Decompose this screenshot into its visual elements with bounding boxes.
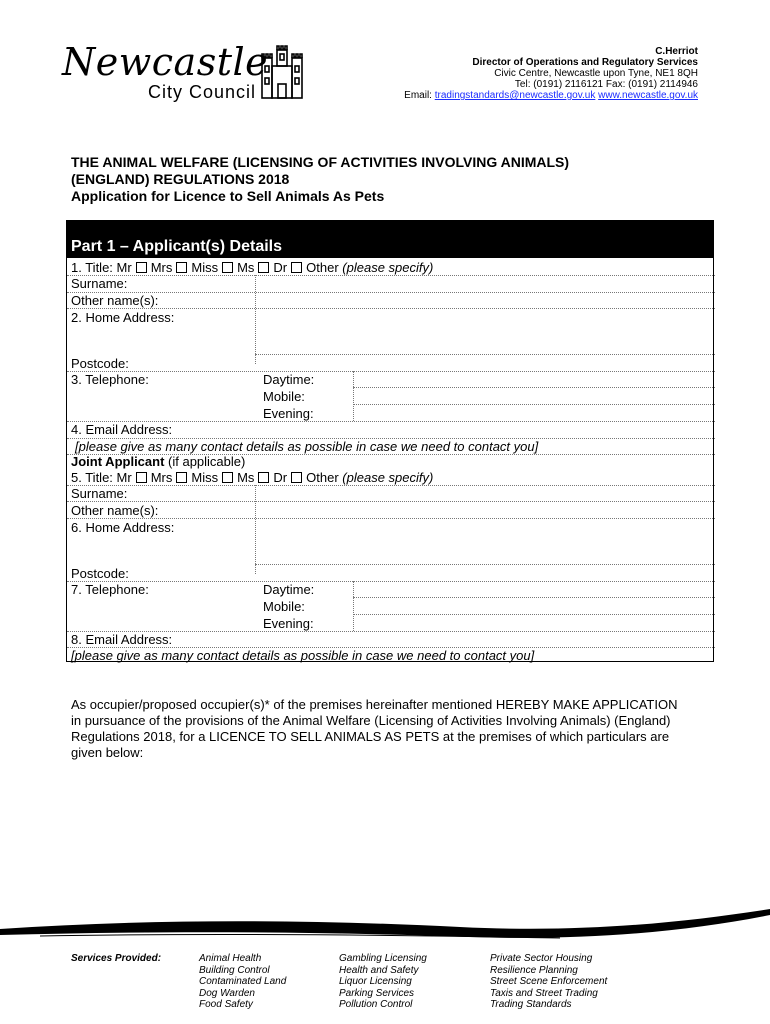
option-miss: Miss	[191, 470, 219, 485]
row-divider	[67, 308, 715, 309]
checkbox-miss[interactable]	[222, 472, 233, 483]
row-divider	[67, 501, 715, 502]
service-item: Trading Standards	[490, 999, 572, 1010]
row-divider	[67, 518, 715, 519]
row-divider	[67, 485, 715, 486]
checkbox-mr[interactable]	[136, 262, 147, 273]
service-item: Pollution Control	[339, 999, 413, 1010]
joint-applicant-label: Joint Applicant	[71, 454, 165, 469]
column-divider	[353, 581, 354, 631]
joint-applicant-heading	[71, 454, 245, 469]
checkbox-ms[interactable]	[258, 472, 269, 483]
title-label: 1. Title: Mr	[71, 260, 132, 275]
services-label: Services Provided:	[71, 953, 162, 964]
row-divider	[255, 354, 715, 355]
services-column-1	[199, 953, 286, 1011]
contact-phone: Tel: (0191) 2116121 Fax: (0191) 2114946	[514, 79, 698, 90]
service-item: Gambling Licensing	[339, 953, 427, 964]
logo-wordmark: Newcastle	[62, 40, 269, 84]
row-divider	[255, 564, 715, 565]
email-label: 8. Email Address:	[71, 632, 173, 647]
services-column-2	[339, 953, 427, 1011]
heading-line-2: (ENGLAND) REGULATIONS 2018	[71, 171, 290, 187]
option-mrs: Mrs	[150, 260, 173, 275]
contact-note: [please give as many contact details as possible in case we need to contact you]	[71, 648, 535, 663]
service-item: Liquor Licensing	[339, 976, 412, 987]
home-address-label: 6. Home Address:	[71, 520, 175, 535]
evening-label: Evening:	[263, 616, 314, 631]
checkbox-mr[interactable]	[136, 472, 147, 483]
daytime-label: Daytime:	[263, 372, 315, 387]
column-divider	[353, 371, 354, 421]
row-divider	[353, 597, 715, 598]
logo-subtitle: City Council	[148, 82, 257, 102]
surname-label: Surname:	[71, 486, 128, 501]
please-specify-note: (please specify)	[342, 260, 434, 275]
service-item: Dog Warden	[199, 987, 255, 999]
part1-title: Part 1 – Applicant(s) Details	[67, 221, 713, 258]
service-item: Parking Services	[339, 987, 415, 999]
column-divider	[255, 275, 256, 364]
option-ms: Ms	[237, 470, 255, 485]
other-names-label: Other name(s):	[71, 293, 159, 308]
option-other: Other	[306, 260, 339, 275]
row-divider	[353, 614, 715, 615]
checkbox-dr[interactable]	[291, 262, 302, 273]
email-label: 4. Email Address:	[71, 422, 173, 437]
castle-icon	[258, 44, 306, 100]
checkbox-mrs[interactable]	[176, 262, 187, 273]
title-row-1	[71, 260, 433, 275]
row-divider	[353, 404, 715, 405]
checkbox-mrs[interactable]	[176, 472, 187, 483]
checkbox-dr[interactable]	[291, 472, 302, 483]
service-item: Taxis and Street Trading	[490, 987, 598, 999]
mobile-label: Mobile:	[263, 599, 305, 614]
service-item: Street Scene Enforcement	[490, 976, 608, 987]
row-divider	[67, 292, 715, 293]
telephone-label: 7. Telephone:	[71, 582, 149, 597]
service-item: Animal Health	[199, 953, 262, 964]
services-column-3	[490, 953, 607, 1011]
daytime-label: Daytime:	[263, 582, 315, 597]
option-ms: Ms	[237, 260, 255, 275]
email-link[interactable]: tradingstandards@newcastle.gov.uk	[434, 90, 596, 101]
please-specify-note: (please specify)	[342, 470, 434, 485]
row-divider	[67, 581, 715, 582]
heading-line-1: THE ANIMAL WELFARE (LICENSING OF ACTIVITIES INVOLVING ANIMALS)	[71, 154, 570, 170]
row-divider	[353, 387, 715, 388]
service-item: Food Safety	[199, 999, 253, 1010]
email-prefix: Email:	[404, 90, 432, 101]
contact-address: Civic Centre, Newcastle upon Tyne, NE1 8QH	[494, 68, 698, 79]
postcode-label: Postcode:	[71, 356, 129, 371]
applicant-details-form	[66, 220, 714, 662]
mobile-label: Mobile:	[263, 389, 305, 404]
contact-email-line	[404, 90, 698, 101]
option-other: Other	[306, 470, 339, 485]
joint-applicant-note: (if applicable)	[164, 454, 246, 469]
surname-label: Surname:	[71, 276, 128, 291]
checkbox-miss[interactable]	[222, 262, 233, 273]
option-miss: Miss	[191, 260, 219, 275]
council-logo	[62, 42, 312, 104]
contact-block	[404, 46, 698, 101]
contact-name: C.Herriot	[655, 46, 698, 57]
contact-note: [please give as many contact details as possible in case we need to contact you]	[75, 439, 539, 454]
service-item: Contaminated Land	[199, 976, 287, 987]
service-item: Health and Safety	[339, 964, 419, 976]
evening-label: Evening:	[263, 406, 314, 421]
application-statement: As occupier/proposed occupier(s)* of the premises hereinafter mentioned HEREBY MAKE APPLICATION in pursuance of the provisions of the Animal Welfare (Licensing of Activities Involving Animals) (England) Regulations 2018, for a LICENCE TO SELL ANIMALS AS PETS at the premises of which particulars are given below:	[71, 697, 678, 760]
title-label: 5. Title: Mr	[71, 470, 132, 485]
service-item: Resilience Planning	[490, 964, 578, 976]
checkbox-ms[interactable]	[258, 262, 269, 273]
row-divider	[67, 371, 715, 372]
website-link[interactable]: www.newcastle.gov.uk	[598, 90, 698, 101]
telephone-label: 3. Telephone:	[71, 372, 149, 387]
home-address-label: 2. Home Address:	[71, 310, 175, 325]
option-dr: Dr	[273, 470, 288, 485]
postcode-label: Postcode:	[71, 566, 129, 581]
heading-line-3: Application for Licence to Sell Animals As Pets	[71, 188, 385, 204]
service-item: Building Control	[199, 964, 270, 976]
service-item: Private Sector Housing	[490, 953, 593, 964]
other-names-label: Other name(s):	[71, 503, 159, 518]
column-divider	[255, 485, 256, 574]
contact-role: Director of Operations and Regulatory Services	[472, 57, 698, 68]
document-heading	[71, 154, 691, 205]
footer-swoosh	[0, 905, 770, 945]
row-divider	[67, 275, 715, 276]
option-dr: Dr	[273, 260, 288, 275]
title-row-2	[71, 470, 433, 485]
option-mrs: Mrs	[150, 470, 173, 485]
